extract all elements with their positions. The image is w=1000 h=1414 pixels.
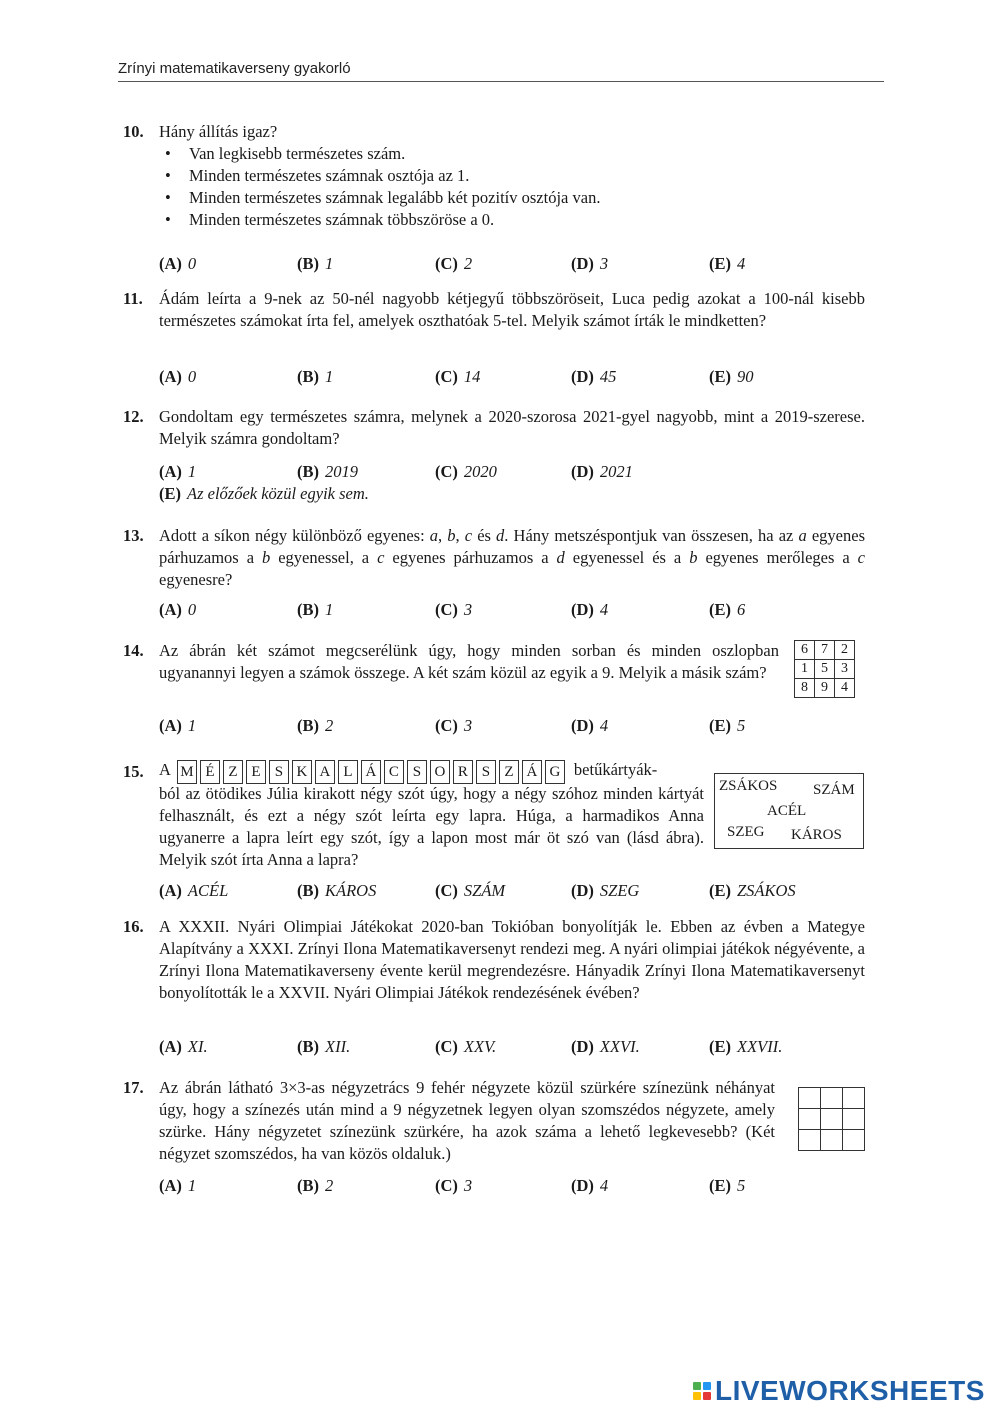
answer-c[interactable]: (C) XXV. <box>435 1037 497 1056</box>
question-text: Az ábrán látható 3×3-as négyzetrács 9 fehér négyzete közül szürkére színezünk néhányat úgy, hogy a színezés után mind a 9 négyzetnek legyen olyan szomszédos négyzete, amely szürke. Hány négyzetet színezünk szürkére, ha azok száma a lehető legkevesebb? (Két négyzet szomszédos, ha van közös oldaluk.) <box>159 1078 775 1163</box>
logo-square <box>693 1392 701 1400</box>
square-grid-3x3 <box>798 1087 865 1151</box>
answer-d[interactable]: (D) 4 <box>571 600 609 619</box>
word: ACÉL <box>767 803 807 819</box>
grid-cell: 3 <box>835 660 855 679</box>
question-text: A XXXII. Nyári Olimpiai Játékokat 2020-ban Tokióban bonyolítják le. Ebben az évben a Mategye Alapítvány a XXXI. Zrínyi Ilona Matematikaversenyt rendezi meg. A nyári olimpiai játékok négyévente, a Zrínyi Ilona Matematikaverseny évente kerül megrendezésre. Hányadik Zrínyi Ilona Matematikaversenyt bonyolították le a XXVII. Nyári Olimpiai Játékok rendezésének évében? <box>159 917 865 1002</box>
question-prompt: ból az ötödikes Júlia kirakott négy szót úgy, hogy a négy szóhoz minden kártyát felhasznált, és ezt a négy szót leírta egy lapra. Húga, a harmadikos Anna ugyanerre a lapra leírt egy szót, így a lapon most már öt szó van (lásd ábra). Melyik szót írta Anna a lapra? <box>159 784 704 869</box>
answer-d[interactable]: (D) XXVI. <box>571 1037 640 1056</box>
grid-row <box>795 679 855 698</box>
question-number: 11. <box>123 289 143 308</box>
answer-options <box>159 461 839 483</box>
word: SZEG <box>727 824 765 840</box>
logo-square <box>703 1392 711 1400</box>
letter-card: Á <box>361 760 381 784</box>
text-suffix: betűkártyák- <box>573 760 658 779</box>
answer-e[interactable]: (E) XXVII. <box>709 1037 783 1056</box>
question-text <box>159 757 704 871</box>
answer-a[interactable]: (A) 0 <box>159 600 197 619</box>
grid-row <box>795 660 855 679</box>
question-14 <box>123 640 865 740</box>
grid-square[interactable] <box>843 1109 865 1130</box>
answer-a[interactable]: (A) 1 <box>159 716 197 735</box>
question-number: 12. <box>123 407 144 426</box>
answer-b[interactable]: (B) 2 <box>297 716 334 735</box>
answer-b[interactable]: (B) 2 <box>297 1176 334 1195</box>
answer-d[interactable]: (D) 2021 <box>571 462 633 481</box>
grid-square[interactable] <box>799 1088 821 1109</box>
grid-square[interactable] <box>799 1109 821 1130</box>
question-13 <box>123 525 865 625</box>
answer-options-row2 <box>159 483 839 505</box>
word-box <box>714 773 864 849</box>
answer-b[interactable]: (B) 1 <box>297 367 334 386</box>
letter-cards <box>177 758 568 784</box>
letter-card: A <box>315 760 335 784</box>
question-number: 10. <box>123 122 144 141</box>
question-17 <box>123 1077 865 1201</box>
answer-a[interactable]: (A) 0 <box>159 254 197 273</box>
answer-c[interactable]: (C) SZÁM <box>435 881 506 900</box>
answer-e[interactable]: (E) 90 <box>709 367 754 386</box>
grid-cell: 8 <box>795 679 815 698</box>
statement-list <box>159 143 865 231</box>
answer-b[interactable]: (B) KÁROS <box>297 881 377 900</box>
answer-options <box>159 1036 839 1058</box>
grid-cell: 7 <box>815 641 835 660</box>
grid-cell: 4 <box>835 679 855 698</box>
answer-options <box>159 599 839 621</box>
answer-b[interactable]: (B) 1 <box>297 600 334 619</box>
answer-e[interactable]: (E) 6 <box>709 600 746 619</box>
answer-d[interactable]: (D) 45 <box>571 367 617 386</box>
answer-a[interactable]: (A) ACÉL <box>159 881 229 900</box>
question-11 <box>123 288 865 390</box>
grid-square[interactable] <box>821 1130 843 1151</box>
letter-card: Á <box>522 760 542 784</box>
letter-card: K <box>292 760 312 784</box>
answer-e[interactable]: (E) ZSÁKOS <box>709 881 796 900</box>
answer-c[interactable]: (C) 14 <box>435 367 481 386</box>
question-text: Ádám leírta a 9-nek az 50-nél nagyobb kétjegyű többszöröseit, Luca pedig azokat a 100-nál kisebb természetes számokat írta fel, amelyek oszthatóak 5-tel. Melyik számot írták le mindketten? <box>159 289 865 330</box>
question-text: Gondoltam egy természetes számra, melynek a 2020-szorosa 2021-gyel nagyobb, mint a 2019-szerese. Melyik számra gondoltam? <box>159 407 865 448</box>
answer-options <box>159 715 839 737</box>
question-16 <box>123 916 865 1062</box>
letter-card: É <box>200 760 220 784</box>
grid-cell: 6 <box>795 641 815 660</box>
answer-d[interactable]: (D) 3 <box>571 254 609 273</box>
answer-d[interactable]: (D) SZEG <box>571 881 640 900</box>
number-grid <box>794 640 855 698</box>
answer-c[interactable]: (C) 3 <box>435 600 473 619</box>
answer-options <box>159 1175 839 1197</box>
answer-options <box>159 366 839 388</box>
answer-d[interactable]: (D) 4 <box>571 716 609 735</box>
question-number: 16. <box>123 917 144 936</box>
question-prompt: Hány állítás igaz? <box>159 122 278 141</box>
letter-card: S <box>407 760 427 784</box>
grid-cell: 9 <box>815 679 835 698</box>
letter-card: L <box>338 760 358 784</box>
word: KÁROS <box>791 827 842 843</box>
word: SZÁM <box>813 782 855 798</box>
statement-item: • Minden természetes számnak többszöröse a 0. <box>159 209 865 231</box>
question-number: 17. <box>123 1078 144 1097</box>
grid-cell: 5 <box>815 660 835 679</box>
answer-b[interactable]: (B) XII. <box>297 1037 351 1056</box>
grid-square[interactable] <box>843 1130 865 1151</box>
question-text: Az ábrán két számot megcserélünk úgy, hogy minden sorban és minden oszlopban ugyanannyi legyen a számok összege. A két szám közül az egyik a 9. Melyik a másik szám? <box>159 641 779 682</box>
letter-card: M <box>177 760 197 784</box>
letter-card: G <box>545 760 565 784</box>
letter-card-line <box>159 757 704 783</box>
answer-c[interactable]: (C) 3 <box>435 1176 473 1195</box>
brand-name: LIVEWORKSHEETS <box>715 1375 985 1406</box>
answer-e[interactable]: (E) 4 <box>709 254 746 273</box>
question-10 <box>123 121 865 277</box>
letter-card: Z <box>499 760 519 784</box>
question-number: 14. <box>123 641 144 660</box>
page-header: Zrínyi matematikaverseny gyakorló <box>118 60 884 82</box>
grid-square[interactable] <box>843 1088 865 1109</box>
grid-cell: 1 <box>795 660 815 679</box>
answer-d[interactable]: (D) 4 <box>571 1176 609 1195</box>
letter-card: S <box>269 760 289 784</box>
logo-square <box>703 1382 711 1390</box>
answer-a[interactable]: (A) 1 <box>159 1176 197 1195</box>
text-prefix: A <box>159 760 171 779</box>
answer-options <box>159 253 839 275</box>
question-number: 13. <box>123 526 144 545</box>
answer-b[interactable]: (B) 1 <box>297 254 334 273</box>
question-number: 15. <box>123 762 144 781</box>
question-text <box>159 121 865 231</box>
letter-card: S <box>476 760 496 784</box>
letter-card: R <box>453 760 473 784</box>
answer-e[interactable]: (E) Az előzőek közül egyik sem. <box>159 484 369 503</box>
logo-square <box>693 1382 701 1390</box>
question-text: Adott a síkon négy különböző egyenes: a, b, c és d. Hány metszéspontjuk van összesen, ha az a egyenes párhuzamos a b egyenessel, a c egyenes párhuzamos a d egyenessel és a b egyenes merőleges a c egyenesre? <box>159 526 865 589</box>
statement-item: • Van legkisebb természetes szám. <box>159 143 865 165</box>
answer-e[interactable]: (E) 5 <box>709 1176 746 1195</box>
grid-square[interactable] <box>821 1088 843 1109</box>
letter-card: Z <box>223 760 243 784</box>
logo-icon <box>693 1382 711 1400</box>
answer-b[interactable]: (B) 2019 <box>297 462 358 481</box>
answer-a[interactable]: (A) XI. <box>159 1037 208 1056</box>
answer-c[interactable]: (C) 2020 <box>435 462 497 481</box>
answer-c[interactable]: (C) 3 <box>435 716 473 735</box>
letter-card: C <box>384 760 404 784</box>
answer-options <box>159 880 859 902</box>
answer-e[interactable]: (E) 5 <box>709 716 746 735</box>
answer-a[interactable]: (A) 0 <box>159 367 197 386</box>
grid-cell: 2 <box>835 641 855 660</box>
question-12 <box>123 406 865 506</box>
liveworksheets-logo <box>693 1377 985 1405</box>
statement-item: • Minden természetes számnak osztója az 1. <box>159 165 865 187</box>
grid-row <box>795 641 855 660</box>
answer-c[interactable]: (C) 2 <box>435 254 473 273</box>
letter-card: O <box>430 760 450 784</box>
letter-card: E <box>246 760 266 784</box>
word: ZSÁKOS <box>719 778 778 794</box>
statement-item: • Minden természetes számnak legalább két pozitív osztója van. <box>159 187 865 209</box>
answer-a[interactable]: (A) 1 <box>159 462 197 481</box>
grid-square[interactable] <box>799 1130 821 1151</box>
grid-square[interactable] <box>821 1109 843 1130</box>
